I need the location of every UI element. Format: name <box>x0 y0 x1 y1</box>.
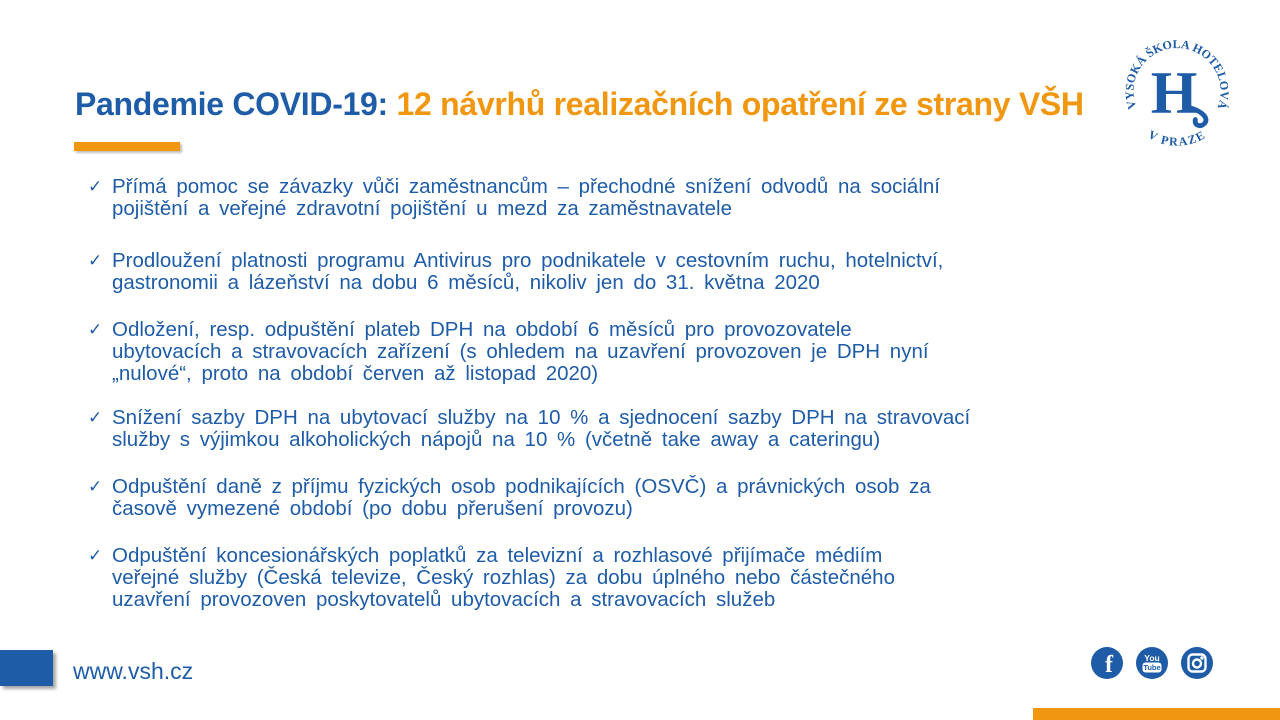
bullet-line: služby s výjimkou alkoholických nápojů na 10 % (včetně take away a cateringu) <box>112 428 881 451</box>
social-links <box>1091 647 1213 679</box>
bullet-list <box>88 176 1088 636</box>
bullet-item-3 <box>88 319 1088 385</box>
bullet-line: veřejné služby (Česká televize, Český rozhlas) za dobu úplného nebo částečného <box>112 566 895 589</box>
title-underline <box>74 142 180 151</box>
bullet-text <box>112 176 1088 220</box>
bullet-text <box>112 407 1088 451</box>
bullet-line: Snížení sazby DPH na ubytovací služby na 10 % a sjednocení sazby DPH na stravovací <box>112 406 971 429</box>
footer-url-link[interactable]: www.vsh.cz <box>73 658 194 684</box>
bullet-line: ubytovacích a stravovacích zařízení (s ohledem na uzavření provozoven je DPH nyní <box>112 340 929 363</box>
bullet-line: uzavření provozoven poskytovatelů ubytovacích a stravovacích služeb <box>112 588 776 611</box>
youtube-link[interactable] <box>1136 647 1168 679</box>
svg-text:Tube: Tube <box>1143 663 1161 673</box>
bullet-line: „nulové“, proto na období červen až listopad 2020) <box>112 362 599 385</box>
bullet-line: Prodloužení platnosti programu Antivirus pro podnikatele v cestovním ruchu, hotelnictví, <box>112 249 944 272</box>
bullet-line: časově vymezené období (po dobu přerušení provozu) <box>112 497 633 520</box>
check-icon: ✓ <box>88 177 103 197</box>
bullet-line: Odpuštění koncesionářských poplatků za televizní a rozhlasové přijímače médiím <box>112 544 883 567</box>
instagram-link[interactable] <box>1181 647 1213 679</box>
youtube-icon <box>1136 647 1168 679</box>
bullet-item-6 <box>88 545 1088 611</box>
logo-arc-bottom-text: V PRAZE <box>1145 127 1209 149</box>
logo-arc-top-text: VYSOKÁ ŠKOLA HOTELOVÁ <box>1122 37 1232 111</box>
check-icon: ✓ <box>88 251 103 271</box>
page-title <box>75 86 1084 122</box>
check-icon: ✓ <box>88 546 103 566</box>
bottom-accent-bar <box>1033 708 1280 720</box>
bullet-line: pojištění a veřejné zdravotní pojištění u mezd za zaměstnavatele <box>112 197 732 220</box>
bullet-line: gastronomii a lázeňství na dobu 6 měsíců, nikoliv jen do 31. května 2020 <box>112 271 820 294</box>
check-icon: ✓ <box>88 408 103 428</box>
vsh-logo <box>1119 27 1235 158</box>
bullet-item-5 <box>88 476 1088 520</box>
facebook-icon <box>1091 647 1123 679</box>
bullet-item-2 <box>88 250 1088 294</box>
title-highlight: 12 návrhů realizačních opatření ze strany VŠH <box>396 86 1084 122</box>
bullet-item-1 <box>88 176 1088 220</box>
bullet-text <box>112 319 1088 385</box>
svg-text:You: You <box>1144 653 1160 663</box>
logo-monogram-h: H <box>1150 59 1198 126</box>
bullet-line: Odložení, resp. odpuštění plateb DPH na období 6 měsíců pro provozovatele <box>112 318 852 341</box>
title-prefix: Pandemie COVID-19: <box>75 86 397 122</box>
instagram-icon <box>1181 647 1213 679</box>
bullet-line: Přímá pomoc se závazky vůči zaměstnancům – přechodné snížení odvodů na sociální <box>112 175 940 198</box>
bullet-line: Odpuštění daně z příjmu fyzických osob podnikajících (OSVČ) a právnických osob za <box>112 475 931 498</box>
facebook-link[interactable] <box>1091 647 1123 679</box>
vsh-logo-icon <box>1119 27 1235 158</box>
svg-text:f: f <box>1105 652 1113 678</box>
check-icon: ✓ <box>88 477 103 497</box>
bullet-text <box>112 476 1088 520</box>
check-icon: ✓ <box>88 320 103 340</box>
bullet-text <box>112 250 1088 294</box>
footer-accent-rect <box>0 650 53 686</box>
bullet-text <box>112 545 1088 611</box>
bullet-item-4 <box>88 407 1088 451</box>
